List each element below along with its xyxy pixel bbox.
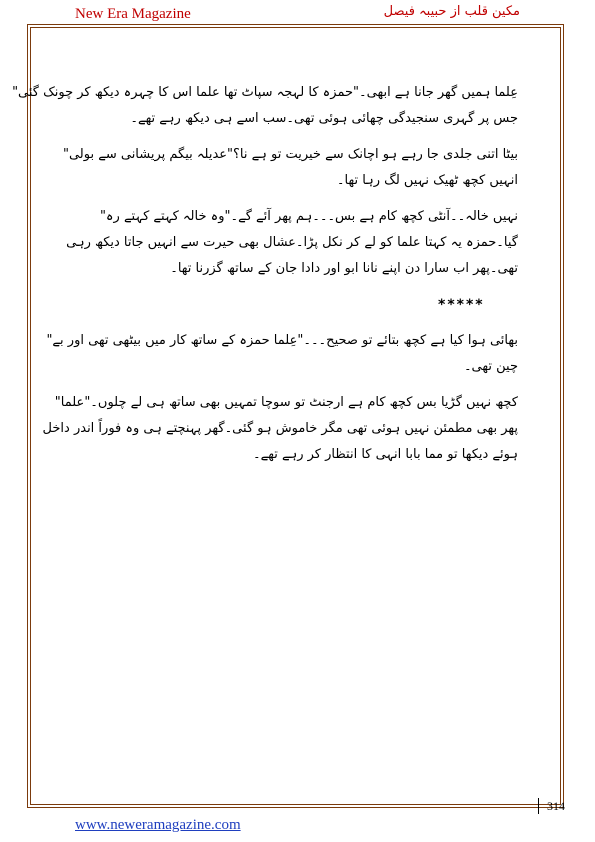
text-line: گیا۔حمزہ یہ کہتا علما کو لے کر نکل پڑا۔عشال بھی حیرت سے انہیں جاتا دیکھ رہی [66,235,518,250]
text-line: بیٹا اتنی جلدی جا رہے ہو اچانک سے خیریت تو ہے نا؟"عدیلہ بیگم پریشانی سے بولی" [62,147,518,162]
text-line: تھی۔پھر اب سارا دن اپنے نانا ابو اور دادا جان کے ساتھ گزرنا تھا۔ [170,261,518,276]
text-line: عِلما ہمیں گھر جانا ہے ابھی۔"حمزہ کا لہجہ سپاٹ تھا علما اس کا چہرہ دیکھ کر چونک گئی" [12,85,518,100]
magazine-name: New Era Magazine [75,6,191,22]
story-title: مکین قلب از حبیبہ فیصل [383,4,520,19]
section-separator: ***** [438,297,485,313]
text-line: بھائی ہوا کیا ہے کچھ بتائے تو صحیح۔۔۔"عِلما حمزہ کے ساتھ کار میں بیٹھی تھی اور بے" [46,333,518,348]
page-number: 314 [538,798,565,814]
text-line: چین تھی۔ [463,359,518,374]
text-line: ہوئے دیکھا تو مما بابا انہی کا انتظار کر رہے تھے۔ [253,447,518,462]
story-text [12,80,518,468]
text-line: جس پر گہری سنجیدگی چھائی ہوئی تھی۔سب اسے ہی دیکھ رہے تھے۔ [130,111,518,126]
footer-link[interactable]: www.neweramagazine.com [75,817,241,833]
text-line: پھر بھی مطمئن نہیں ہوئی تھی مگر خاموش ہو گئی۔گھر پہنچتے ہی وہ فوراً اندر داخل [42,421,518,436]
text-line: نہیں خالہ۔۔آنٹی کچھ کام ہے بس۔۔۔ہم پھر آئے گے۔"وہ خالہ کہتے کہتے رہ" [99,209,518,224]
text-line: انہیں کچھ ٹھیک نہیں لگ رہا تھا۔ [336,173,518,188]
text-line: کچھ نہیں گڑیا بس کچھ کام ہے ارجنٹ تو سوچا تمہیں بھی ساتھ ہی لے چلوں۔"علما" [54,395,518,410]
